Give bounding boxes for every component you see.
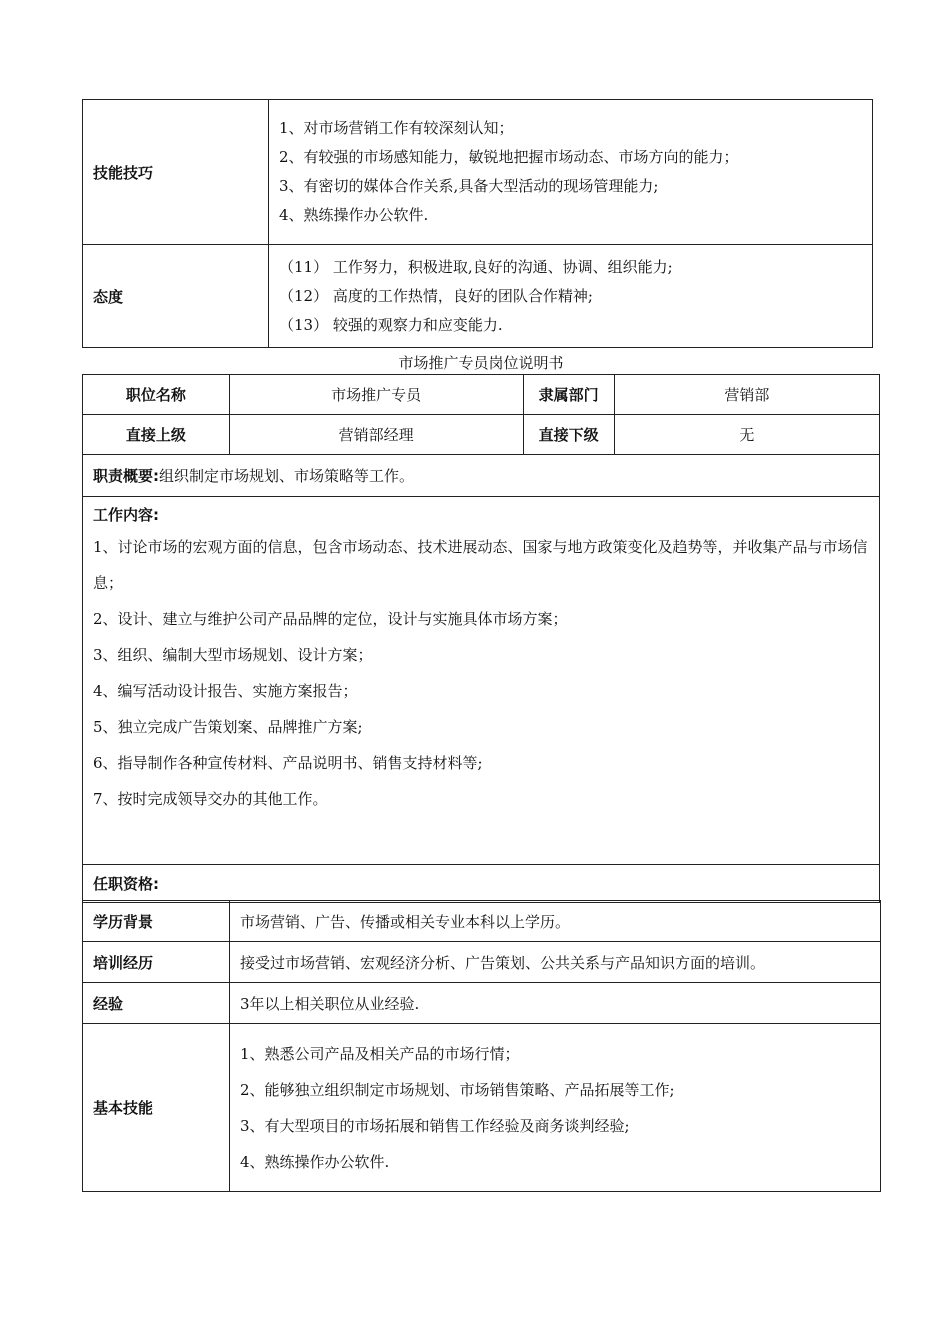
attitude-item: （11） 工作努力，积极进取,良好的沟通、协调、组织能力; xyxy=(279,257,673,276)
direct-subordinate-value: 无 xyxy=(614,415,879,455)
work-content-item: 3、组织、编制大型市场规划、设计方案； xyxy=(93,646,373,664)
qualification-table xyxy=(82,900,881,1192)
attitude-label: 态度 xyxy=(83,245,269,348)
skills-item: 2、有较强的市场感知能力，敏锐地把握市场动态、市场方向的能力； xyxy=(279,148,739,166)
skills-item: 1、对市场营销工作有较深刻认知； xyxy=(279,119,514,137)
direct-subordinate-label: 直接下级 xyxy=(523,415,614,455)
skills-item: 4、熟练操作办公软件. xyxy=(279,206,429,224)
summary-value: 组织制定市场规划、市场策略等工作。 xyxy=(159,467,415,485)
work-content-item: 6、指导制作各种宣传材料、产品说明书、销售支持材料等; xyxy=(93,754,483,772)
continuation-table xyxy=(82,99,873,348)
education-label: 学历背景 xyxy=(83,901,230,942)
work-content-cell xyxy=(83,497,880,865)
attitude-cell xyxy=(269,245,873,348)
skills-cell xyxy=(269,100,873,245)
position-title-value: 市场推广专员 xyxy=(229,375,523,415)
document-title: 市场推广专员岗位说明书 xyxy=(398,354,564,372)
basic-skills-item: 2、能够独立组织制定市场规划、市场销售策略、产品拓展等工作; xyxy=(240,1080,675,1099)
position-table xyxy=(82,374,880,903)
work-content-item: 1、讨论市场的宏观方面的信息，包含市场动态、技术进展动态、国家与地方政策变化及趋势等，并收集产品与市场信息； xyxy=(93,538,868,592)
basic-skills-label: 基本技能 xyxy=(83,1024,230,1192)
summary-row xyxy=(83,455,880,497)
attitude-item: （13） 较强的观察力和应变能力. xyxy=(279,315,503,334)
position-title-label: 职位名称 xyxy=(83,375,230,415)
skills-label: 技能技巧 xyxy=(83,100,269,245)
experience-label: 经验 xyxy=(83,983,230,1024)
basic-skills-item: 3、有大型项目的市场拓展和销售工作经验及商务谈判经验; xyxy=(240,1116,630,1135)
summary-label: 职责概要: xyxy=(93,467,159,485)
experience-value: 3年以上相关职位从业经验. xyxy=(230,983,881,1024)
qualification-label: 任职资格: xyxy=(83,865,880,903)
training-label: 培训经历 xyxy=(83,942,230,983)
work-content-item: 4、编写活动设计报告、实施方案报告； xyxy=(93,682,358,700)
basic-skills-cell xyxy=(230,1024,881,1192)
work-content-item: 2、设计、建立与维护公司产品品牌的定位，设计与实施具体市场方案； xyxy=(93,610,568,628)
work-content-label: 工作内容: xyxy=(93,506,159,524)
work-content-item: 7、按时完成领导交办的其他工作。 xyxy=(93,790,328,808)
direct-superior-value: 营销部经理 xyxy=(229,415,523,455)
basic-skills-item: 4、熟练操作办公软件. xyxy=(240,1152,390,1171)
training-value: 接受过市场营销、宏观经济分析、广告策划、公共关系与产品知识方面的培训。 xyxy=(230,942,881,983)
skills-item: 3、有密切的媒体合作关系,具备大型活动的现场管理能力; xyxy=(279,177,659,195)
attitude-item: （12） 高度的工作热情，良好的团队合作精神; xyxy=(279,286,593,305)
education-value: 市场营销、广告、传播或相关专业本科以上学历。 xyxy=(230,901,881,942)
department-value: 营销部 xyxy=(614,375,879,415)
work-content-item: 5、独立完成广告策划案、品牌推广方案; xyxy=(93,718,363,736)
basic-skills-item: 1、熟悉公司产品及相关产品的市场行情； xyxy=(240,1044,520,1063)
direct-superior-label: 直接上级 xyxy=(83,415,230,455)
department-label: 隶属部门 xyxy=(523,375,614,415)
